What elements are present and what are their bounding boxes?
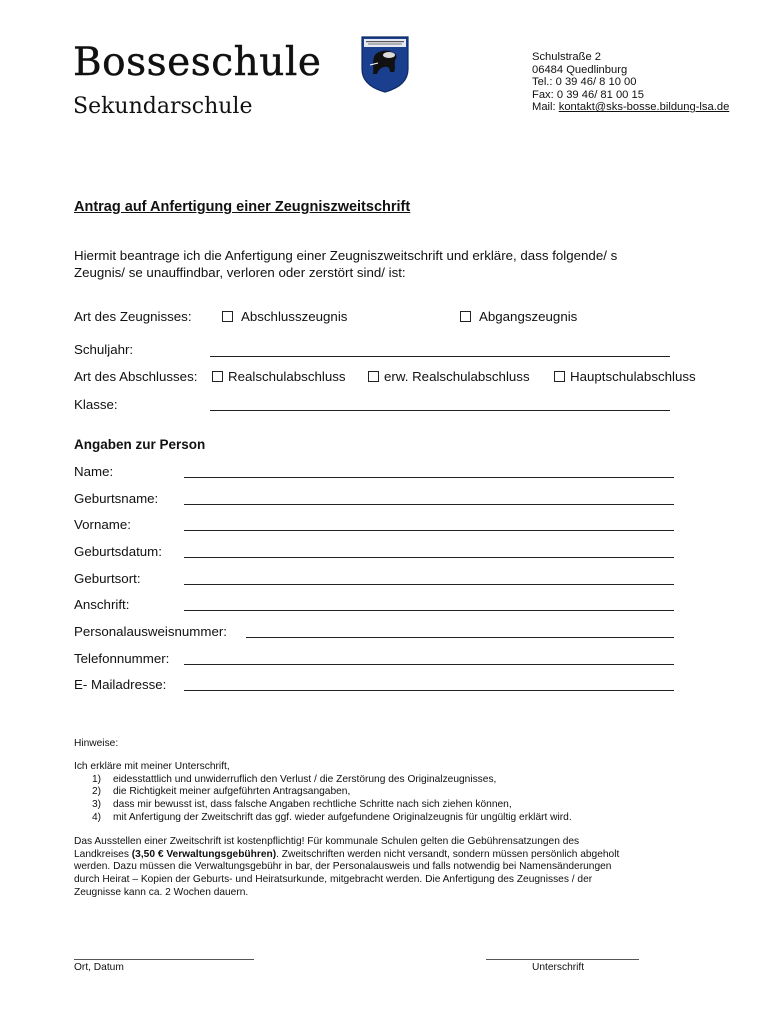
address-city: 06484 Quedlinburg	[532, 63, 628, 76]
list-number: 1)	[91, 773, 101, 785]
option-realschulabschluss[interactable]	[212, 369, 346, 384]
field-line-vorname[interactable]	[184, 530, 674, 531]
list-text: dass mir bewusst ist, dass falsche Angaben rechtliche Schritte nach sich ziehen können,	[113, 799, 512, 811]
list-item	[74, 774, 734, 787]
fee-paragraph	[74, 836, 734, 900]
realschulabschluss-label: Realschulabschluss	[228, 369, 346, 384]
option-hauptschulabschluss[interactable]	[554, 369, 696, 384]
mail-link[interactable]: kontakt@sks-bosse.bildung-lsa.de	[558, 101, 730, 114]
option-abgangszeugnis[interactable]	[460, 309, 577, 324]
place-date-line[interactable]	[74, 959, 254, 960]
field-line-geburtsort[interactable]	[184, 584, 674, 585]
klasse-input-line[interactable]	[210, 410, 670, 411]
schuljahr-input-line[interactable]	[210, 356, 670, 357]
notes-intro: Ich erkläre mit meiner Unterschrift,	[74, 761, 230, 772]
list-number: 4)	[91, 811, 101, 823]
school-address-block	[532, 51, 729, 114]
fee-line-2-post: . Zweitschriften werden nicht versandt, sondern müssen persönlich abgeholt	[276, 848, 620, 860]
klasse-label: Klasse:	[74, 397, 118, 412]
fee-line-3: werden. Dazu müssen die Verwaltungsgebühr in bar, der Personalausweis und falls notwendig bei Namensänderungen	[74, 861, 612, 873]
field-line-name[interactable]	[184, 477, 674, 478]
notes-block	[74, 761, 734, 825]
checkbox-erw-realschulabschluss[interactable]	[368, 371, 379, 382]
field-label-email: E- Mailadresse:	[74, 677, 167, 692]
fee-line-1: Das Ausstellen einer Zweitschrift ist kostenpflichtig! Für kommunale Schulen gelten die Gebührensatzungen des	[74, 836, 580, 847]
notes-heading: Hinweise:	[74, 738, 119, 749]
schuljahr-label: Schuljahr:	[74, 342, 134, 357]
intro-line-1: Hiermit beantrage ich die Anfertigung einer Zeugniszweitschrift und erkläre, dass folgende/ s	[74, 248, 618, 263]
signature-line[interactable]	[486, 959, 639, 960]
fee-amount: (3,50 € Verwaltungsgebühren)	[131, 848, 277, 860]
field-label-name: Name:	[74, 464, 114, 479]
checkbox-realschulabschluss[interactable]	[212, 371, 223, 382]
checkbox-hauptschulabschluss[interactable]	[554, 371, 565, 382]
signature-label: Unterschrift	[532, 962, 585, 973]
field-line-email[interactable]	[184, 690, 674, 691]
list-text: mit Anfertigung der Zweitschrift das ggf. wieder aufgefundene Originalzeugnis für ungültig erklärt wird.	[113, 811, 572, 823]
list-text: eidesstattlich und unwiderruflich den Verlust / die Zerstörung des Originalzeugnisses,	[113, 773, 497, 785]
school-crest-icon	[360, 35, 410, 93]
erw-realschulabschluss-label: erw. Realschulabschluss	[384, 369, 530, 384]
address-fax: Fax: 0 39 46/ 81 00 15	[532, 88, 644, 101]
school-type: Sekundarschule	[73, 94, 253, 119]
hauptschulabschluss-label: Hauptschulabschluss	[570, 369, 696, 384]
address-tel: Tel.: 0 39 46/ 8 10 00	[532, 76, 637, 89]
field-line-geburtsdatum[interactable]	[184, 557, 674, 558]
field-label-geburtsname: Geburtsname:	[74, 491, 159, 506]
option-abschlusszeugnis[interactable]	[222, 309, 347, 324]
field-line-personalausweisnummer[interactable]	[246, 637, 674, 638]
notes-list	[74, 774, 734, 825]
list-number: 3)	[91, 799, 101, 811]
field-label-telefonnummer: Telefonnummer:	[74, 651, 170, 666]
abschlusszeugnis-label: Abschlusszeugnis	[241, 309, 348, 324]
field-label-geburtsdatum: Geburtsdatum:	[74, 544, 162, 559]
field-line-anschrift[interactable]	[184, 610, 674, 611]
form-title: Antrag auf Anfertigung einer Zeugniszweitschrift	[74, 199, 411, 215]
field-label-personalausweisnummer: Personalausweisnummer:	[74, 624, 227, 639]
field-line-geburtsname[interactable]	[184, 504, 674, 505]
art-abschluss-label: Art des Abschlusses:	[74, 369, 198, 384]
mail-label: Mail:	[532, 101, 559, 114]
field-label-vorname: Vorname:	[74, 517, 131, 532]
fee-line-5: Zeugnisse kann ca. 2 Wochen dauern.	[74, 886, 249, 898]
list-item	[74, 799, 734, 812]
list-item	[74, 786, 734, 799]
address-street: Schulstraße 2	[532, 51, 602, 63]
fee-line-4: durch Heirat – Kopien der Geburts- und Heiratsurkunde, mitgebracht werden. Die Anfertigung des Zeugnisses / der	[74, 874, 593, 886]
field-label-anschrift: Anschrift:	[74, 597, 130, 612]
checkbox-abschlusszeugnis[interactable]	[222, 311, 233, 322]
school-name: Bosseschule	[73, 40, 322, 85]
abgangszeugnis-label: Abgangszeugnis	[479, 309, 578, 324]
field-label-geburtsort: Geburtsort:	[74, 571, 141, 586]
fee-line-2	[74, 849, 734, 862]
list-item	[74, 812, 734, 825]
list-number: 2)	[91, 786, 101, 798]
checkbox-abgangszeugnis[interactable]	[460, 311, 471, 322]
list-text: die Richtigkeit meiner aufgeführten Antragsangaben,	[113, 786, 351, 798]
person-heading: Angaben zur Person	[74, 437, 206, 452]
option-erw-realschulabschluss[interactable]	[368, 369, 530, 384]
intro-line-2: Zeugnis/ se unauffindbar, verloren oder zerstört sind/ ist:	[74, 265, 406, 280]
art-zeugnis-label: Art des Zeugnisses:	[74, 309, 192, 324]
address-mail	[532, 101, 729, 114]
field-line-telefonnummer[interactable]	[184, 664, 674, 665]
fee-line-2-pre: Landkreises	[74, 848, 132, 860]
place-date-label: Ort, Datum	[74, 962, 124, 973]
intro-paragraph	[74, 247, 714, 281]
